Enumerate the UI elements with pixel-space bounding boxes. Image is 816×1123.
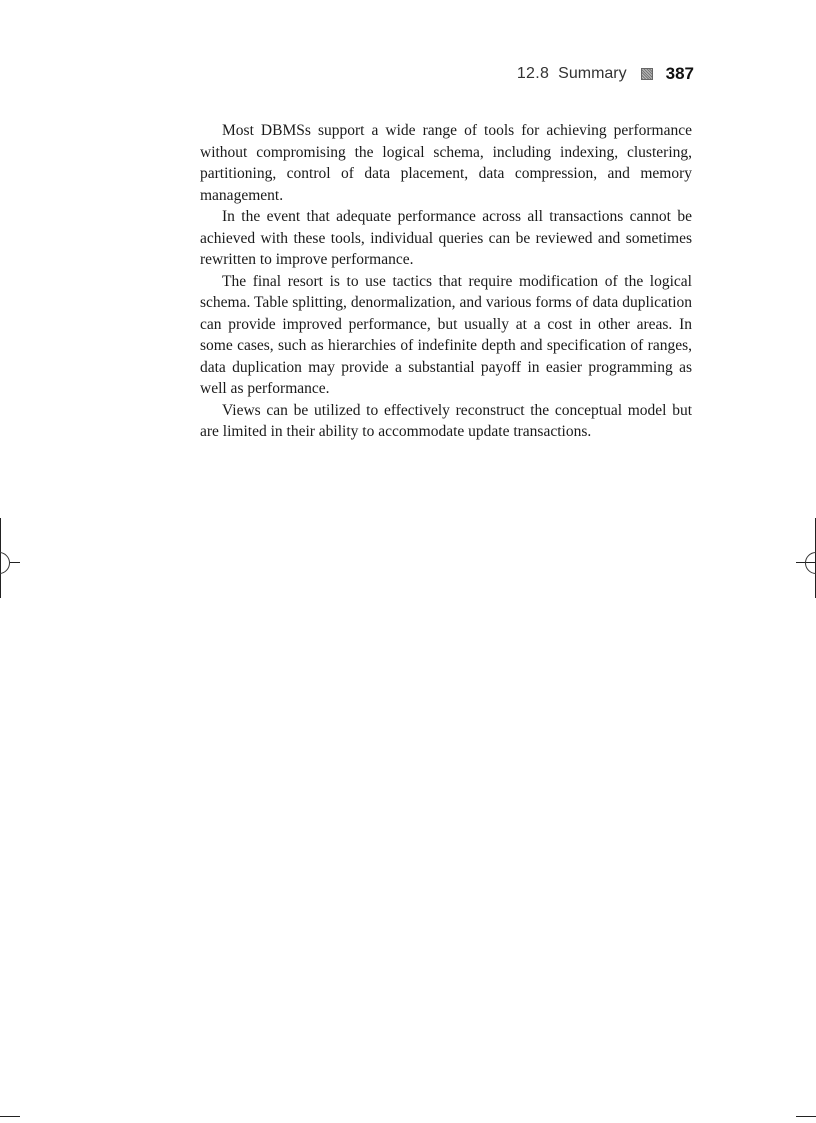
section-number: 12.8 bbox=[516, 65, 550, 82]
crop-mark-bottom-left bbox=[0, 1116, 20, 1117]
registration-mark-right bbox=[805, 552, 816, 574]
section-title: Summary bbox=[558, 65, 627, 82]
body-text bbox=[200, 120, 692, 443]
paragraph-1: Most DBMSs support a wide range of tools for achieving performance without compromising the logical schema, including indexing, clustering, partitioning, control of data placement, data compression, and memory management. bbox=[200, 122, 692, 204]
hatched-square-icon bbox=[641, 68, 653, 80]
registration-mark-left bbox=[0, 552, 10, 574]
paragraph-3: The final resort is to use tactics that require modification of the logical schema. Table splitting, denormalization, and various forms of data duplication can provide improved performance, but usually at a cost in other areas. In some cases, such as hierarchies of indefinite depth and specification of ranges, data duplication may provide a substantial payoff in easier programming as well as performance. bbox=[200, 272, 692, 397]
paragraph-2: In the event that adequate performance across all transactions cannot be achieved with these tools, individual queries can be reviewed and sometimes rewritten to improve performance. bbox=[200, 208, 692, 268]
crop-mark-bottom-right bbox=[796, 1116, 816, 1117]
running-head bbox=[517, 62, 694, 86]
page-number: 387 bbox=[665, 64, 694, 83]
crop-mark-left-horizontal bbox=[10, 562, 20, 563]
paragraph-4: Views can be utilized to effectively reconstruct the conceptual model but are limited in their ability to accommodate update transactions. bbox=[200, 401, 692, 440]
